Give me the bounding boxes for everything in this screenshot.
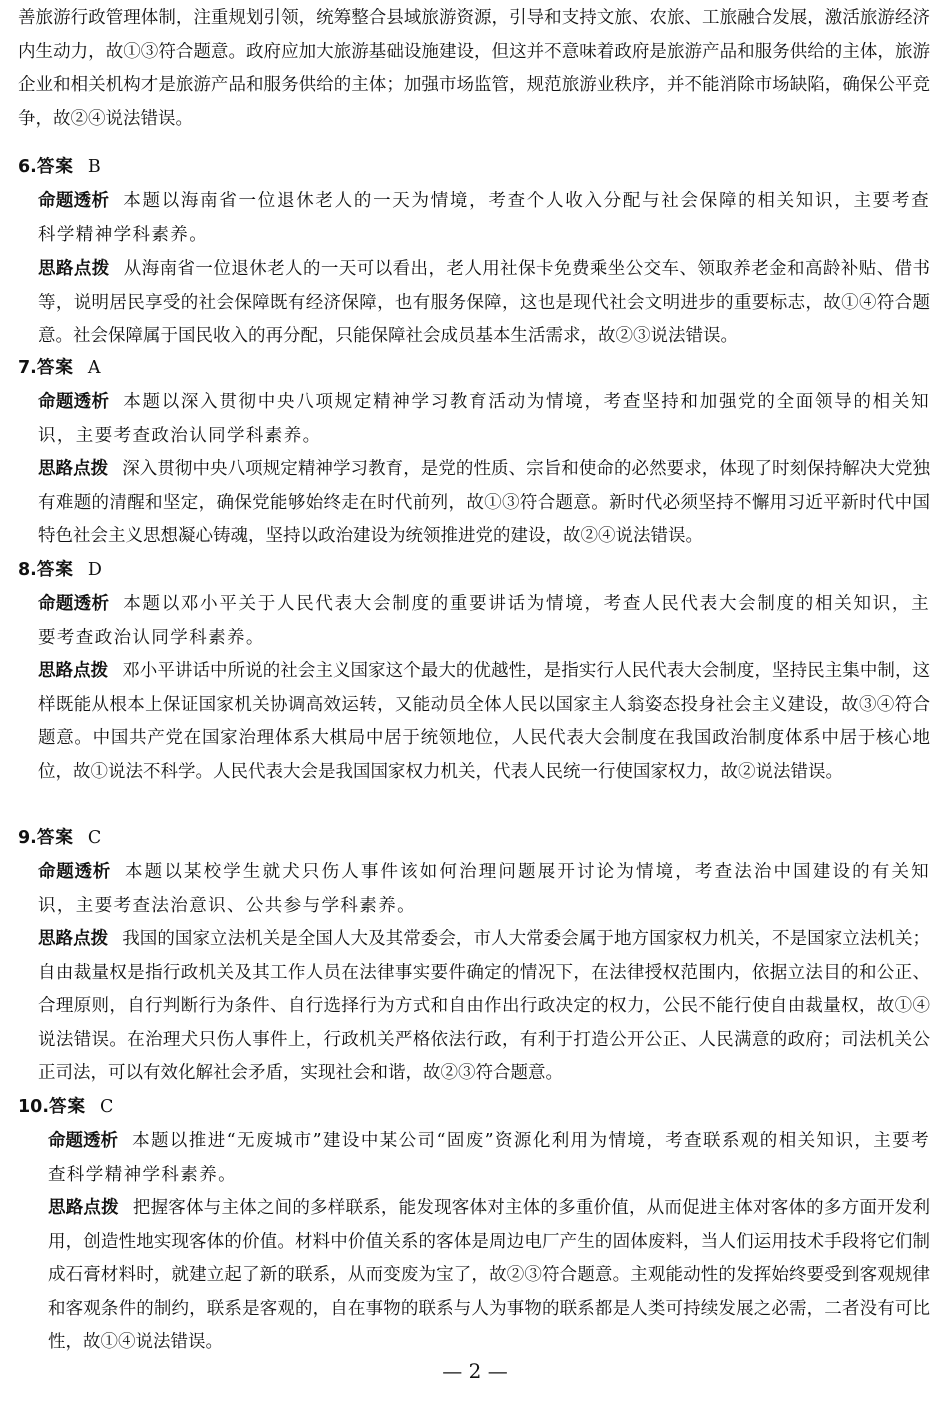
answer-label: 答案	[36, 157, 74, 177]
question-number: 9.	[18, 828, 37, 848]
question-9-analysis	[38, 856, 930, 923]
analysis-label: 命题透析	[38, 862, 112, 882]
answer-label: 答案	[49, 1097, 87, 1117]
question-8-analysis	[38, 588, 930, 655]
question-6-answer	[18, 151, 101, 185]
analysis-text: 本题以深入贯彻中央八项规定精神学习教育活动为情境，考查坚持和加强党的全面领导的相关知识，主要考查政治认同学科素养。	[38, 392, 931, 446]
approach-text: 把握客体与主体之间的多样联系，能发现客体对主体的多重价值，从而促进主体对客体的多方面开发利用，创造性地实现客体的价值。材料中价值关系的客体是周边电厂产生的固体废料，当人们运用技术手段将它们制成石膏材料时，就建立起了新的联系，从而变废为宝了，故②③符合题意。主观能动性的发挥始终要受到客观规律和客观条件的制约，联系是客观的，自在事物的联系与人为事物的联系都是人类可持续发展之必需，二者没有可比性，故①④说法错误。	[48, 1198, 930, 1352]
approach-label: 思路点拨	[48, 1198, 119, 1218]
answer-letter: C	[87, 828, 102, 848]
answer-label: 答案	[36, 828, 74, 848]
question-10-analysis	[48, 1125, 930, 1192]
question-8-answer	[18, 554, 102, 588]
analysis-text: 本题以海南省一位退休老人的一天为情境，考查个人收入分配与社会保障的相关知识，主要考查科学精神学科素养。	[38, 191, 931, 245]
analysis-text: 本题以邓小平关于人民代表大会制度的重要讲话为情境，考查人民代表大会制度的相关知识，主要考查政治认同学科素养。	[38, 594, 931, 648]
question-7-answer	[18, 352, 100, 386]
question-6-approach	[38, 253, 930, 354]
answer-label: 答案	[36, 358, 74, 378]
question-9-approach	[38, 923, 930, 1091]
question-number: 10.	[18, 1097, 50, 1117]
question-9-answer	[18, 822, 101, 856]
approach-label: 思路点拨	[38, 661, 109, 681]
answer-letter: B	[87, 157, 101, 177]
approach-label: 思路点拨	[38, 259, 110, 279]
question-6-analysis	[38, 185, 930, 252]
approach-label: 思路点拨	[38, 929, 109, 949]
analysis-label: 命题透析	[38, 191, 110, 211]
answer-letter: D	[87, 560, 102, 580]
question-number: 6.	[18, 157, 37, 177]
question-10-approach	[48, 1192, 930, 1360]
approach-text: 我国的国家立法机关是全国人大及其常委会，市人大常委会属于地方国家权力机关，不是国家立法机关；自由裁量权是指行政机关及其工作人员在法律事实要件确定的情况下，在法律授权范围内，依据立法目的和公正、合理原则，自行判断行为条件、自行选择行为方式和自由作出行政决定的权力，公民不能行使自由裁量权，故①④说法错误。在治理犬只伤人事件上，行政机关严格依法行政，有利于打造公开公正、人民满意的政府；司法机关公正司法，可以有效化解社会矛盾，实现社会和谐，故②③符合题意。	[38, 929, 931, 1083]
intro-paragraph: 善旅游行政管理体制，注重规划引领，统筹整合县域旅游资源，引导和支持文旅、农旅、工旅融合发展，激活旅游经济内生动力，故①③符合题意。政府应加大旅游基础设施建设，但这并不意味着政府是旅游产品和服务供给的主体，旅游企业和相关机构才是旅游产品和服务供给的主体；加强市场监管，规范旅游业秩序，并不能消除市场缺陷，确保公平竞争，故②④说法错误。	[18, 8, 930, 129]
answer-label: 答案	[36, 560, 74, 580]
question-7-approach	[38, 453, 930, 554]
approach-text: 从海南省一位退休老人的一天可以看出，老人用社保卡免费乘坐公交车、领取养老金和高龄补贴、借书等，说明居民享受的社会保障既有经济保障，也有服务保障，这也是现代社会文明进步的重要标志，故①④符合题意。社会保障属于国民收入的再分配，只能保障社会成员基本生活需求，故②③说法错误。	[38, 259, 931, 346]
question-number: 7.	[18, 358, 37, 378]
approach-text: 深入贯彻中央八项规定精神学习教育，是党的性质、宗旨和使命的必然要求，体现了时刻保持解决大党独有难题的清醒和坚定，确保党能够始终走在时代前列，故①③符合题意。新时代必须坚持不懈用习近平新时代中国特色社会主义思想凝心铸魂，坚持以政治建设为统领推进党的建设，故②④说法错误。	[38, 459, 931, 546]
question-7-analysis	[38, 386, 930, 453]
answer-letter: A	[87, 358, 101, 378]
analysis-text: 本题以某校学生就犬只伤人事件该如何治理问题展开讨论为情境，考查法治中国建设的有关知识，主要考查法治意识、公共参与学科素养。	[38, 862, 930, 916]
approach-text: 邓小平讲话中所说的社会主义国家这个最大的优越性，是指实行人民代表大会制度，坚持民主集中制，这样既能从根本上保证国家机关协调高效运转，又能动员全体人民以国家主人翁姿态投身社会主义建设，故③④符合题意。中国共产党在国家治理体系大棋局中居于统领地位，人民代表大会制度在我国政治制度体系中居于核心地位，故①说法不科学。人民代表大会是我国国家权力机关，代表人民统一行使国家权力，故②说法错误。	[38, 661, 931, 782]
analysis-label: 命题透析	[48, 1131, 119, 1151]
question-8-approach	[38, 655, 930, 789]
approach-label: 思路点拨	[38, 459, 109, 479]
answer-letter: C	[100, 1097, 114, 1117]
analysis-label: 命题透析	[38, 594, 110, 614]
analysis-text: 本题以推进“无废城市”建设中某公司“固废”资源化利用为情境，考查联系观的相关知识，主要考查科学精神学科素养。	[48, 1131, 931, 1185]
page-number: — 2 —	[442, 1359, 508, 1383]
analysis-label: 命题透析	[38, 392, 110, 412]
question-10-answer	[18, 1091, 113, 1125]
question-number: 8.	[18, 560, 37, 580]
